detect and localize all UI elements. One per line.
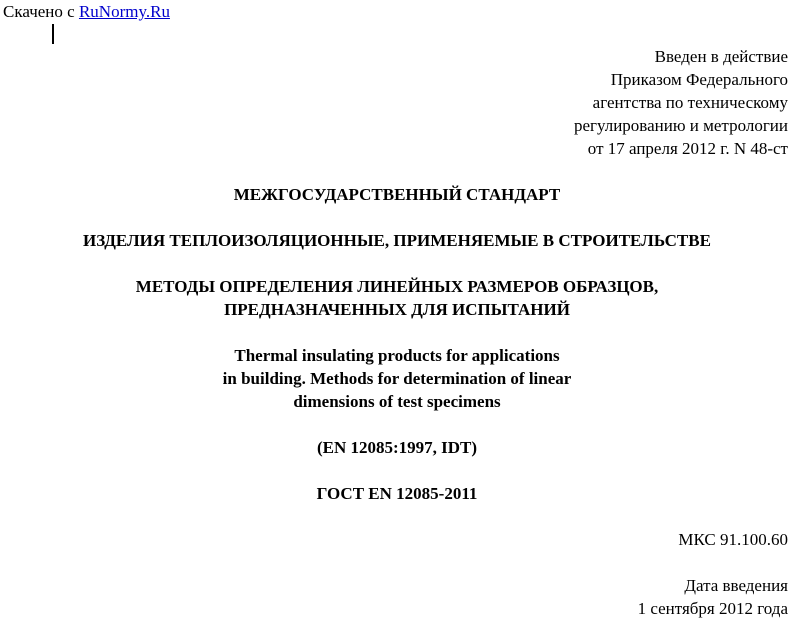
source-prefix: Скачено с xyxy=(3,2,79,21)
method-title-line: ПРЕДНАЗНАЧЕННЫХ ДЛЯ ИСПЫТАНИЙ xyxy=(224,300,570,319)
source-line xyxy=(3,1,170,23)
approval-line: Приказом Федерального xyxy=(610,70,788,89)
english-title xyxy=(0,344,794,413)
introduction-date xyxy=(388,574,788,620)
designation xyxy=(0,482,794,505)
introduction-date-value: 1 сентября 2012 года xyxy=(637,599,788,618)
source-link[interactable]: RuNormy.Ru xyxy=(78,2,170,21)
designation-text: ГОСТ EN 12085-2011 xyxy=(316,484,478,503)
method-title xyxy=(0,275,794,321)
standard-type xyxy=(0,183,794,206)
english-title-line: Thermal insulating products for applications xyxy=(234,346,560,365)
classification xyxy=(388,528,788,551)
product-title-text: ИЗДЕЛИЯ ТЕПЛОИЗОЛЯЦИОННЫЕ, ПРИМЕНЯЕМЫЕ В СТРОИТЕЛЬСТВЕ xyxy=(83,231,711,250)
english-title-line: dimensions of test specimens xyxy=(293,392,501,411)
approval-line: агентства по техническому xyxy=(592,93,788,112)
approval-block xyxy=(388,45,788,160)
approval-line: от 17 апреля 2012 г. N 48-ст xyxy=(587,139,788,158)
english-title-line: in building. Methods for determination of linear xyxy=(222,369,572,388)
text-cursor xyxy=(52,24,54,44)
equivalence xyxy=(0,436,794,459)
approval-line: Введен в действие xyxy=(654,47,788,66)
mks-code: МКС 91.100.60 xyxy=(678,530,788,549)
introduction-label: Дата введения xyxy=(684,576,788,595)
equivalence-text: (EN 12085:1997, IDT) xyxy=(316,438,478,457)
method-title-line: МЕТОДЫ ОПРЕДЕЛЕНИЯ ЛИНЕЙНЫХ РАЗМЕРОВ ОБРАЗЦОВ, xyxy=(135,277,659,296)
approval-line: регулированию и метрологии xyxy=(573,116,788,135)
product-title xyxy=(0,229,794,252)
standard-type-text: МЕЖГОСУДАРСТВЕННЫЙ СТАНДАРТ xyxy=(233,185,561,204)
